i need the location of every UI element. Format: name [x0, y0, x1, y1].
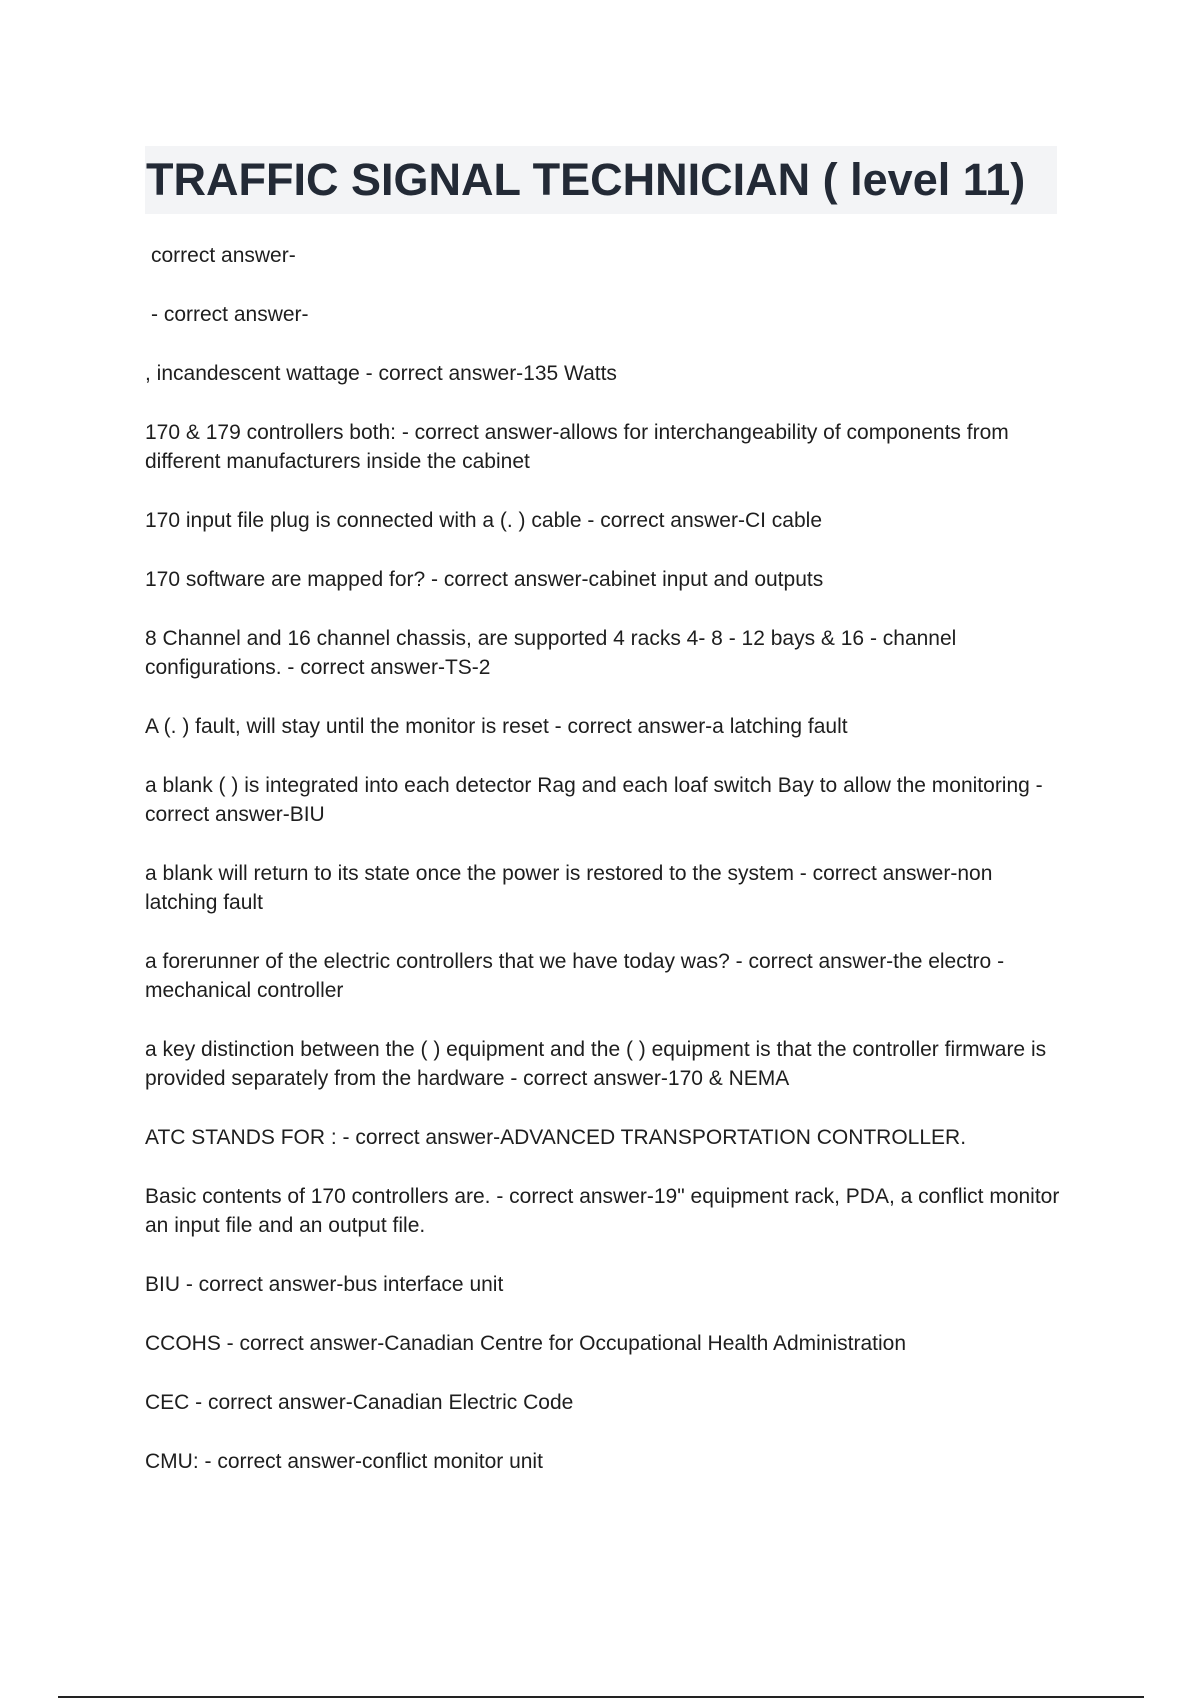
qa-entry: a key distinction between the ( ) equipment and the ( ) equipment is that the controller firmware is provided separately from the hardware - correct answer-170 & NEMA [145, 1038, 1047, 1090]
qa-entry: ATC STANDS FOR : - correct answer-ADVANCED TRANSPORTATION CONTROLLER. [145, 1126, 967, 1149]
qa-entry: A (. ) fault, will stay until the monitor is reset - correct answer-a latching fault [145, 715, 848, 738]
qa-entry: a blank ( ) is integrated into each detector Rag and each loaf switch Bay to allow the monitoring - correct answer-BIU [145, 774, 1043, 826]
qa-entry: - correct answer- [151, 303, 309, 326]
footer-rule [58, 1696, 1144, 1698]
qa-entry: CMU: - correct answer-conflict monitor unit [145, 1450, 543, 1473]
qa-entry: Basic contents of 170 controllers are. - correct answer-19" equipment rack, PDA, a conflict monitor an input file and an output file. [145, 1185, 1060, 1237]
qa-entry: 8 Channel and 16 channel chassis, are supported 4 racks 4- 8 - 12 bays & 16 - channel configurations. - correct answer-TS-2 [145, 627, 957, 679]
qa-list [145, 241, 1065, 1506]
qa-entry: correct answer- [151, 244, 296, 267]
qa-entry: BIU - correct answer-bus interface unit [145, 1273, 504, 1296]
qa-entry: a forerunner of the electric controllers that we have today was? - correct answer-the electro - mechanical controller [145, 950, 1005, 1002]
qa-entry: CEC - correct answer-Canadian Electric Code [145, 1391, 574, 1414]
qa-entry: , incandescent wattage - correct answer-135 Watts [145, 362, 617, 385]
document-title: TRAFFIC SIGNAL TECHNICIAN ( level 11) [146, 154, 1026, 205]
qa-entry: a blank will return to its state once the power is restored to the system - correct answer-non latching fault [145, 862, 993, 914]
qa-entry: 170 software are mapped for? - correct answer-cabinet input and outputs [145, 568, 824, 591]
qa-entry: 170 input file plug is connected with a (. ) cable - correct answer-CI cable [145, 509, 822, 532]
qa-entry: 170 & 179 controllers both: - correct answer-allows for interchangeability of components from different manufacturers inside the cabinet [145, 421, 1009, 473]
qa-entry: CCOHS - correct answer-Canadian Centre for Occupational Health Administration [145, 1332, 906, 1355]
